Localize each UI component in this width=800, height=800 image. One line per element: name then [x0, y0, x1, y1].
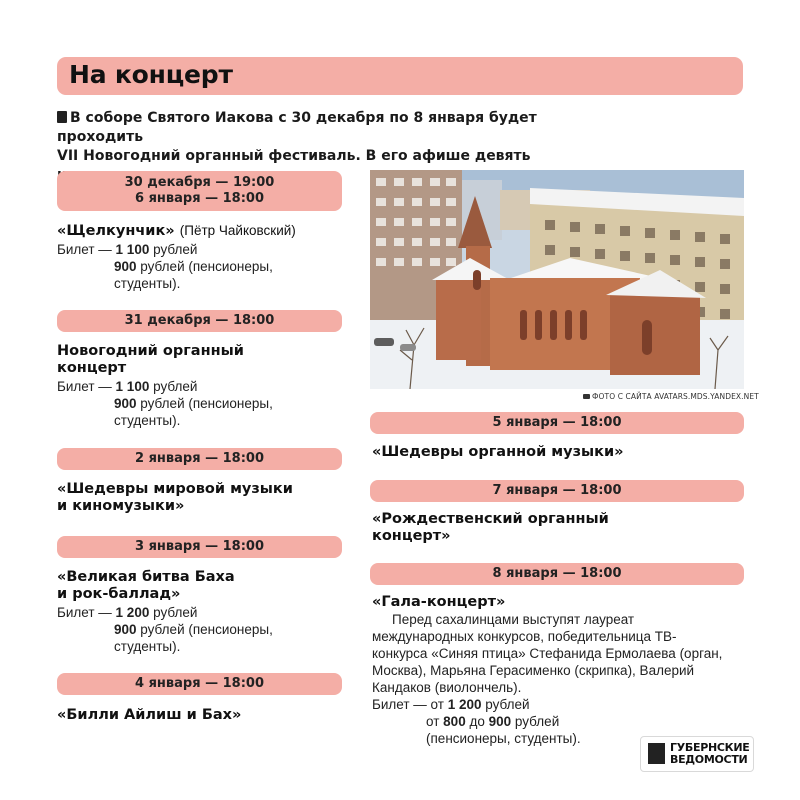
concert-item [372, 594, 744, 747]
concert-title: «Гала-концерт» [372, 594, 506, 610]
date-badge [370, 412, 744, 434]
date-text: 6 января — 18:00 [135, 191, 264, 206]
discount-price: 900 рублей (пенсионеры, студенты). [114, 396, 273, 428]
date-text: 7 января — 18:00 [492, 483, 622, 498]
date-badge [57, 448, 342, 470]
newspaper-logo-icon [648, 743, 665, 764]
date-badge [57, 171, 342, 211]
date-badge [57, 536, 342, 558]
ticket-price: Билет — 1 100 рублей [57, 379, 198, 394]
concert-title: Новогодний органный концерт [57, 343, 244, 376]
date-text: 8 января — 18:00 [492, 566, 622, 581]
intro-line-1: В соборе Святого Иакова с 30 декабря по 8 января будет проходить [57, 110, 537, 145]
camera-icon [583, 394, 590, 399]
concert-item [57, 707, 347, 724]
concert-title: «Великая битва Баха и рок-баллад» [57, 569, 235, 602]
ticket-price: Билет — от 1 200 рублей [372, 697, 530, 712]
discount-price: от 800 до 900 рублей (пенсионеры, студенты). [426, 714, 581, 746]
date-text: 3 января — 18:00 [135, 539, 264, 554]
concert-title: «Рождественский органный концерт» [372, 511, 609, 544]
header-banner [57, 57, 743, 95]
concert-title: «Шедевры мировой музыки и киномузыки» [57, 481, 293, 514]
concert-title: «Шедевры органной музыки» [372, 444, 624, 460]
logo-text: ГУБЕРНСКИЕ [670, 741, 750, 754]
concert-item [57, 343, 347, 429]
date-badge [57, 673, 342, 695]
date-text: 30 декабря — 19:00 [124, 175, 275, 190]
concert-item [57, 569, 347, 655]
concert-item [57, 222, 347, 292]
date-badge [370, 563, 744, 585]
date-badge [57, 310, 342, 332]
intro-line-2: VII Новогодний органный фестиваль. В его афише девять [57, 148, 531, 164]
discount-price: 900 рублей (пенсионеры, студенты). [114, 259, 273, 291]
date-text: 4 января — 18:00 [135, 676, 264, 691]
concert-title: «Билли Айлиш и Бах» [57, 707, 242, 723]
concert-item [372, 511, 742, 545]
ticket-price: Билет — 1 200 рублей [57, 605, 198, 620]
concert-title: «Щелкунчик» (Пётр Чайковский) [57, 223, 296, 239]
photo-credit: ФОТО С САЙТА AVATARS.MDS.YANDEX.NET [583, 392, 759, 401]
logo-text: ВЕДОМОСТИ [670, 753, 748, 766]
cathedral-photo [370, 170, 744, 389]
date-text: 5 января — 18:00 [492, 415, 622, 430]
date-badge [370, 480, 744, 502]
concert-description: Перед сахалинцами выступят лауреат международных конкурсов, победительница ТВ- конкурса «Синяя птица» Стефанида Ермолаева (орган, Москва), Марьяна Герасименко (скрипка), Валерий Кандаков (виолончель). [372, 612, 723, 695]
date-text: 31 декабря — 18:00 [124, 313, 275, 328]
discount-price: 900 рублей (пенсионеры, студенты). [114, 622, 273, 654]
ticket-price: Билет — 1 100 рублей [57, 242, 198, 257]
page-title: На концерт [69, 60, 233, 89]
document-icon [57, 111, 67, 123]
date-text: 2 января — 18:00 [135, 451, 264, 466]
publisher-logo [640, 736, 754, 772]
concert-item [372, 444, 742, 461]
concert-item [57, 481, 347, 515]
